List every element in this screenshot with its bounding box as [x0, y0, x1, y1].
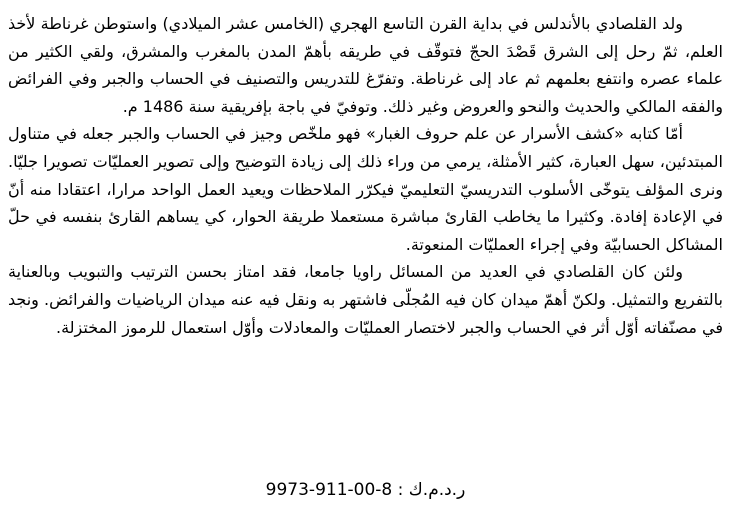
paragraph-contribution: ولئن كان القلصادي في العديد من المسائل راويا جامعا، فقد امتاز بحسن الترتيب والتبويب وبالعناية بالتفريع والتمثيل. ولكنّ أهمّ ميدان كان فيه المُجلّى فاشتهر به ونقل فيه عنه ميدان الرياضيات والفرائض. ونجد في مصنّفاته أوّل أثر في الحساب والجبر لاختصار العمليّات والمعادلات وأوّل استعمال للرموز المختزلة.: [8, 262, 723, 337]
document-body: [8, 10, 723, 341]
paragraph-biography: ولد القلصادي بالأندلس في بداية القرن التاسع الهجري (الخامس عشر الميلادي) واستوطن غرناطة لأخذ العلم، ثمّ رحل إلى الشرق قَصْدَ الحجّ فتوقّف في طريقه بأهمّ المدن بالمغرب والمشرق، ولقي الكثير من علماء عصره وانتفع بعلمهم ثم عاد إلى غرناطة. وتفرّغ للتدريس والتصنيف في الحساب والجبر وفي الفرائض والفقه المالكي والحديث والنحو والعروض وغير ذلك. وتوفيّ في باجة بإفريقية سنة 1486 م.: [8, 14, 723, 116]
isbn-number: 9973-911-00-8: [265, 480, 393, 500]
isbn-line: [8, 478, 723, 502]
paragraph-book-description: أمّا كتابه «كشف الأسرار عن علم حروف الغبار» فهو ملخّص وجيز في الحساب والجبر جعله في متناول المبتدئين، سهل العبارة، كثير الأمثلة، يرمي من وراء ذلك إلى زيادة التوضيح وإلى تصوير العمليّات تصويرا جليّا. ونرى المؤلف يتوخّى الأسلوب التدريسيّ التعليميّ فيكرّر الملاحظات ويعيد العمل الواحد مرارا، اعتقادا منه أنّ في الإعادة إفادة. وكثيرا ما يخاطب القارئ مباشرة مستعملا طريقة الحوار، كي يساهم القارئ بنفسه في حلّ المشاكل الحسابيّة وفي إجراء العمليّات المنعوتة.: [8, 124, 723, 254]
isbn-label: ر.د.م.ك :: [397, 480, 466, 500]
